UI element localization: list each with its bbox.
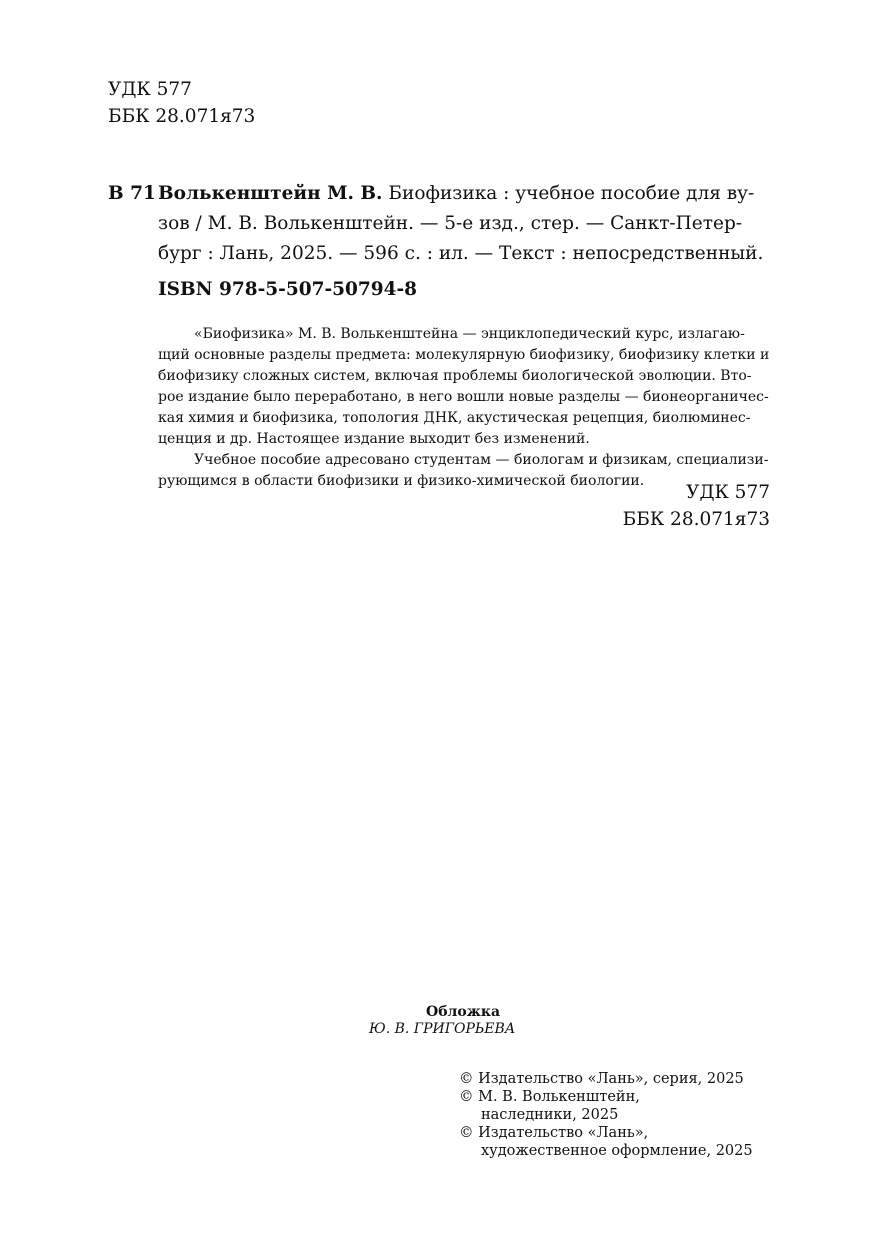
bbk-code: ББК 28.071я73 <box>108 106 256 127</box>
annotation-line: ценция и др. Настоящее издание выходит без изменений. <box>158 431 590 447</box>
udk-code: УДК 577 <box>686 482 770 503</box>
bib-title: Биофизика : учебное пособие для ву- <box>388 183 755 204</box>
copyright-line: © Издательство «Лань», серия, 2025 <box>459 1071 744 1087</box>
bib-line-1 <box>158 179 770 209</box>
annotation-line: биофизику сложных систем, включая проблемы биологической эволюции. Вто- <box>158 368 752 384</box>
isbn: ISBN 978-5-507-50794-8 <box>158 279 418 300</box>
annotation-line: рующимся в области биофизики и физико-химической биологии. <box>158 473 645 489</box>
annotation-line: щий основные разделы предмета: молекулярную биофизику, биофизику клетки и <box>158 347 770 363</box>
annotation-line: кая химия и биофизика, топология ДНК, акустическая рецепция, биолюминес- <box>158 410 751 426</box>
bib-line-2-text: зов / М. В. Волькенштейн. — 5-е изд., стер. — Санкт-Петер- <box>158 213 743 234</box>
bib-line-3 <box>158 239 770 269</box>
cover-label: Обложка <box>426 1004 501 1020</box>
annotation-line: Учебное пособие адресовано студентам — биологам и физикам, специализи- <box>194 452 769 468</box>
copyright-line-continued: наследники, 2025 <box>481 1107 619 1123</box>
annotation <box>158 324 770 492</box>
copyright-block <box>459 1070 753 1160</box>
author-name: Волькенштейн М. В. <box>158 183 383 204</box>
bib-line-2 <box>158 209 770 239</box>
copyright-line: © Издательство «Лань», <box>459 1125 649 1141</box>
bibliographic-record <box>158 179 770 269</box>
cover-designer: Ю. В. ГРИГОРЬЕВА <box>369 1021 516 1037</box>
classification-codes-top <box>108 76 255 130</box>
copyright-line: © М. В. Волькенштейн, <box>459 1089 640 1105</box>
author-mark: В 71 <box>108 183 156 204</box>
classification-codes-bottom <box>158 479 770 533</box>
bib-line-3-text: бург : Лань, 2025. — 596 с. : ил. — Текст : непосредственный. <box>158 243 764 264</box>
annotation-line: «Биофизика» М. В. Волькенштейна — энциклопедический курс, излагаю- <box>194 326 745 342</box>
bbk-code: ББК 28.071я73 <box>622 509 770 530</box>
copyright-line-continued: художественное оформление, 2025 <box>481 1143 753 1159</box>
udk-code: УДК 577 <box>108 79 192 100</box>
annotation-line: рое издание было переработано, в него вошли новые разделы — бионеорганичес- <box>158 389 769 405</box>
